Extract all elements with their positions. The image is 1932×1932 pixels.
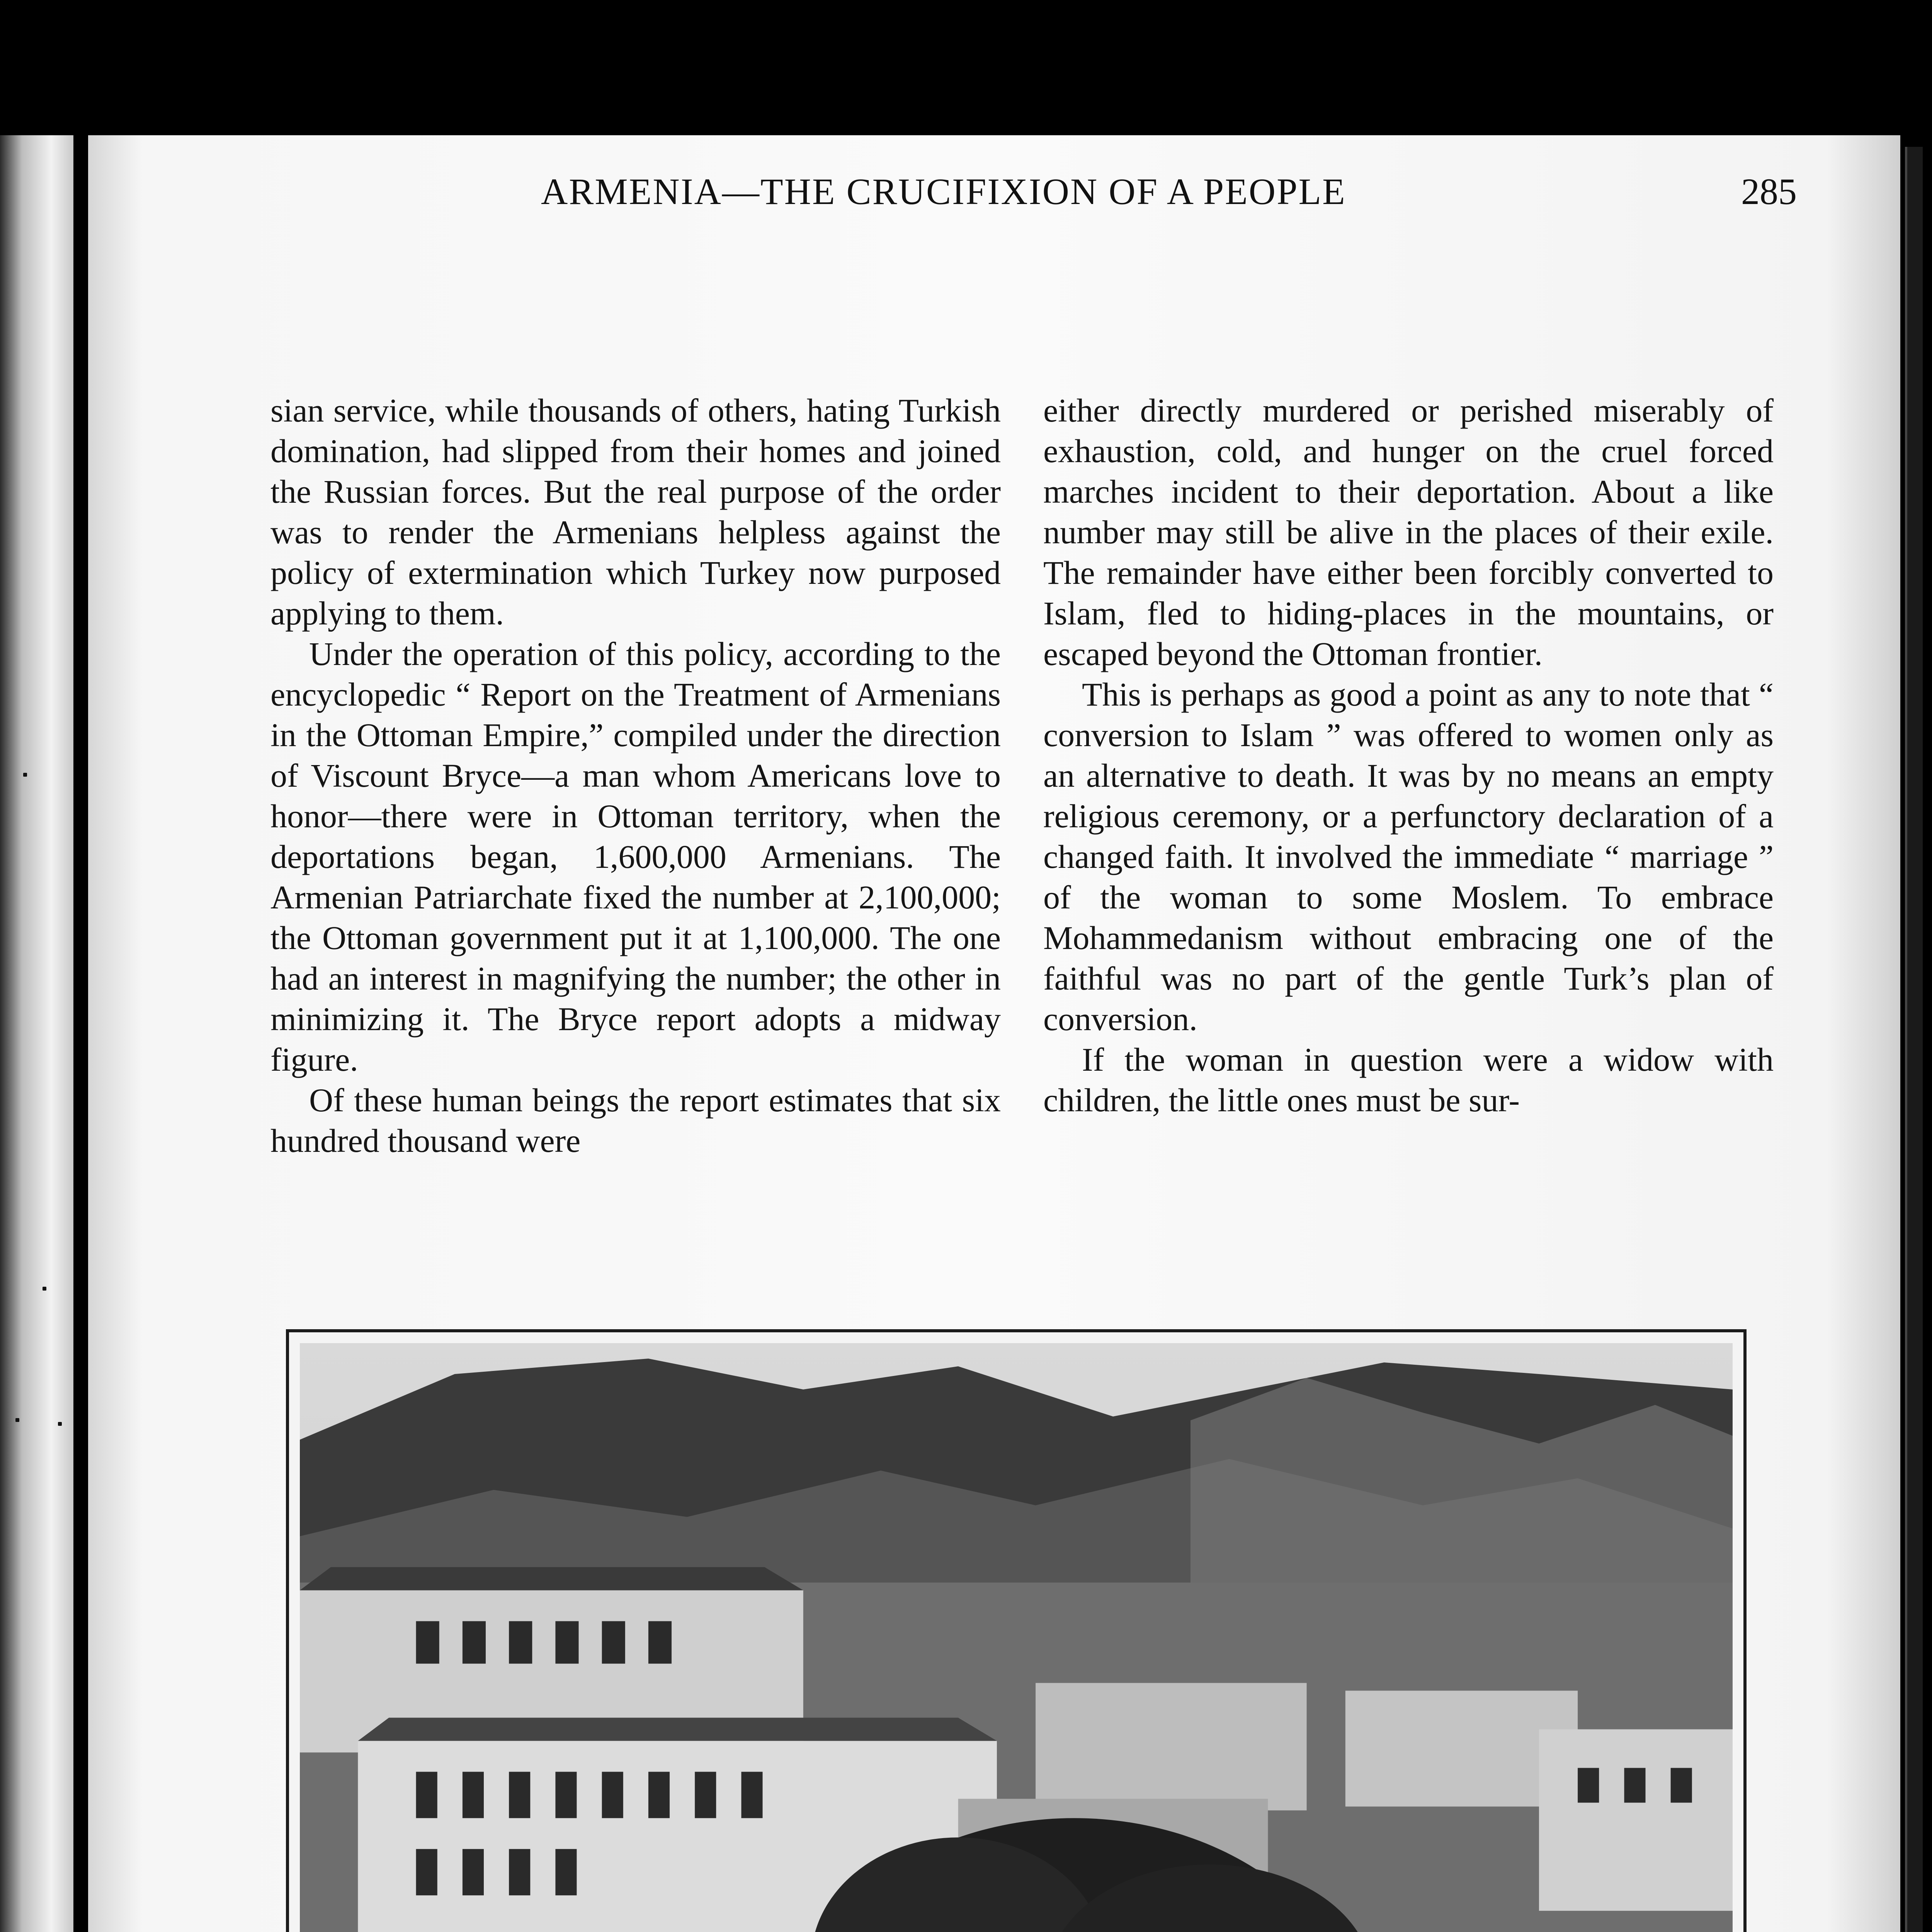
right-column <box>1043 390 1774 1121</box>
left-column <box>270 390 1001 1161</box>
paragraph: Of these human beings the report estimates that six hundred thousand were <box>270 1082 1001 1159</box>
town-photograph <box>286 1329 1747 1932</box>
speck <box>23 773 27 777</box>
paragraph: If the woman in question were a widow with children, the little ones must be sur- <box>1043 1041 1774 1119</box>
running-title: ARMENIA—THE CRUCIFIXION OF A PEOPLE <box>541 171 1346 212</box>
speck <box>15 1418 19 1422</box>
paragraph: Under the operation of this policy, according to the encyclopedic “ Report on the Treatment of Armenians in the Ottoman Empire,” compiled under the direction of Viscount Bryce—a man whom Americans love to honor—there were in Ottoman territory, when the deportations began, 1,600,000 Armenians. The Armenian Patriarchate fixed the number at 2,100,000; the Ottoman government put it at 1,100,000. The one had an interest in magnifying the number; the other in minimizing it. The Bryce report adopts a midway figure. <box>270 635 1001 1078</box>
page-number: 285 <box>1741 171 1797 212</box>
paragraph: sian service, while thousands of others, hating Turkish domination, had slipped from their homes and joined the Russian forces. But the real purpose of the order was to render the Armenians helpless against the policy of extermination which Turkey now purposed applying to them. <box>270 392 1001 632</box>
page-binding-edge <box>1905 147 1923 1932</box>
speck <box>43 1287 46 1291</box>
photo-illustration <box>300 1343 1733 1932</box>
running-head <box>386 170 1797 216</box>
paragraph: either directly murdered or perished miserably of exhaustion, cold, and hunger on the cruel forced marches incident to their deportation. About a like number may still be alive in the places of their exile. The remainder have either been forcibly converted to Islam, fled to hiding-places in the mountains, or escaped beyond the Ottoman frontier. <box>1043 392 1774 672</box>
paragraph: This is perhaps as good a point as any to note that “ conversion to Islam ” was offered to women only as an alternative to death. It was by no means an empty religious ceremony, or a perfunctory declaration of a changed faith. It involved the immediate “ marriage ” of the woman to some Moslem. To embrace Mohammedanism without embracing one of the faithful was no part of the gentle Turk’s plan of conversion. <box>1043 676 1774 1037</box>
speck <box>58 1422 62 1426</box>
facing-page-edge <box>0 135 73 1932</box>
